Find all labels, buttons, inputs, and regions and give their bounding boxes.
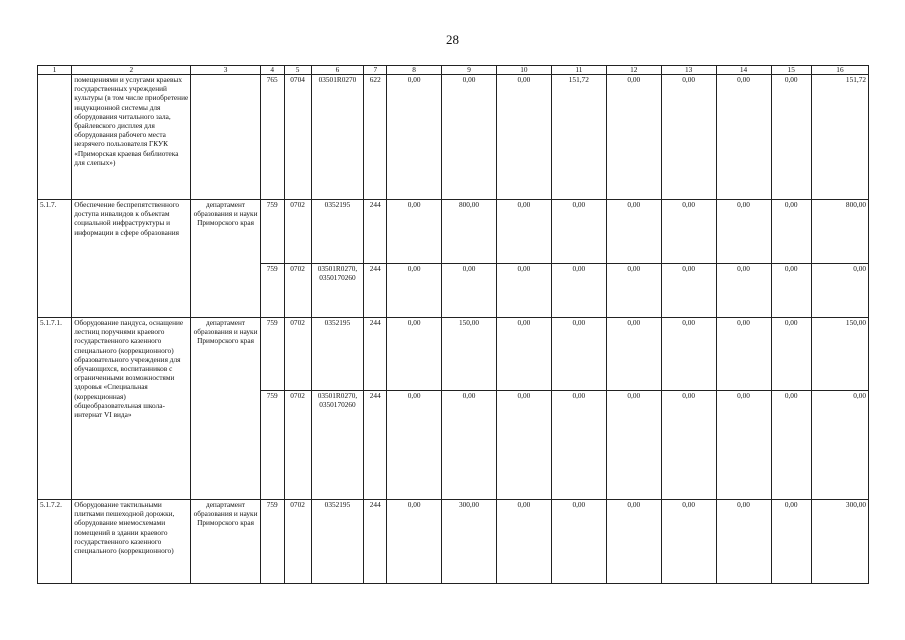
cell-c8: 0,00 (387, 264, 442, 318)
header-cell: 7 (364, 66, 387, 75)
cell-c13: 0,00 (661, 500, 716, 584)
row-number: 5.1.7. (38, 200, 72, 318)
cell-c11: 0,00 (551, 318, 606, 391)
cell-c10: 0,00 (496, 500, 551, 584)
cell-c14: 0,00 (716, 75, 771, 200)
cell-c11: 0,00 (551, 264, 606, 318)
cell-c6: 0352195 (311, 200, 364, 264)
cell-c8: 0,00 (387, 200, 442, 264)
table-row (38, 500, 869, 584)
row-description: Оборудование пандуса, оснащение лестниц поручнями краевого государственного казенного специального (коррекционного) образовательного учреждения для обучающихся, воспитанников с ограниченными возможностями здоровья «Специальная (коррекционная) общеобразовательная школа-интернат VI вида» (72, 318, 191, 500)
cell-c14: 0,00 (716, 391, 771, 500)
cell-c10: 0,00 (496, 200, 551, 264)
cell-c11: 0,00 (551, 500, 606, 584)
header-cell: 15 (771, 66, 811, 75)
cell-c12: 0,00 (606, 200, 661, 264)
header-row (38, 66, 869, 75)
row-number: 5.1.7.2. (38, 500, 72, 584)
cell-c4: 759 (260, 391, 284, 500)
cell-c13: 0,00 (661, 200, 716, 264)
cell-c5: 0702 (284, 264, 311, 318)
cell-c5: 0704 (284, 75, 311, 200)
cell-c10: 0,00 (496, 75, 551, 200)
header-cell: 14 (716, 66, 771, 75)
cell-c15: 0,00 (771, 500, 811, 584)
cell-c6: 03501R0270 (311, 75, 364, 200)
header-cell: 10 (496, 66, 551, 75)
header-cell: 4 (260, 66, 284, 75)
cell-c9: 0,00 (442, 264, 497, 318)
row-executor: департамент образования и науки Приморского края (191, 200, 260, 318)
cell-c13: 0,00 (661, 75, 716, 200)
cell-c12: 0,00 (606, 264, 661, 318)
cell-c8: 0,00 (387, 318, 442, 391)
header-cell: 11 (551, 66, 606, 75)
header-cell: 13 (661, 66, 716, 75)
cell-c15: 0,00 (771, 391, 811, 500)
cell-c12: 0,00 (606, 391, 661, 500)
cell-c16: 800,00 (811, 200, 868, 264)
cell-c7: 244 (364, 500, 387, 584)
cell-c9: 0,00 (442, 391, 497, 500)
cell-c14: 0,00 (716, 500, 771, 584)
cell-c14: 0,00 (716, 264, 771, 318)
cell-c9: 300,00 (442, 500, 497, 584)
cell-c15: 0,00 (771, 75, 811, 200)
cell-c15: 0,00 (771, 264, 811, 318)
cell-c4: 759 (260, 318, 284, 391)
cell-c12: 0,00 (606, 500, 661, 584)
row-executor (191, 75, 260, 200)
header-cell: 5 (284, 66, 311, 75)
header-cell: 8 (387, 66, 442, 75)
cell-c15: 0,00 (771, 200, 811, 264)
row-executor: департамент образования и науки Приморского края (191, 500, 260, 584)
cell-c7: 244 (364, 264, 387, 318)
cell-c12: 0,00 (606, 318, 661, 391)
row-number: 5.1.7.1. (38, 318, 72, 500)
cell-c5: 0702 (284, 500, 311, 584)
cell-c16: 300,00 (811, 500, 868, 584)
row-description: Оборудование тактильными плитками пешеходной дорожки, оборудование мнемосхемами помещений в здании краевого государственного казенного специального (коррекционного) (72, 500, 191, 584)
cell-c11: 0,00 (551, 391, 606, 500)
cell-c6: 03501R0270, 0350170260 (311, 264, 364, 318)
cell-c8: 0,00 (387, 500, 442, 584)
header-cell: 1 (38, 66, 72, 75)
cell-c11: 0,00 (551, 200, 606, 264)
cell-c16: 0,00 (811, 391, 868, 500)
cell-c15: 0,00 (771, 318, 811, 391)
table-row (38, 200, 869, 264)
cell-c6: 0352195 (311, 500, 364, 584)
cell-c16: 150,00 (811, 318, 868, 391)
cell-c10: 0,00 (496, 318, 551, 391)
budget-table (37, 65, 869, 584)
cell-c6: 0352195 (311, 318, 364, 391)
cell-c13: 0,00 (661, 264, 716, 318)
cell-c5: 0702 (284, 391, 311, 500)
cell-c6: 03501R0270, 0350170260 (311, 391, 364, 500)
cell-c11: 151,72 (551, 75, 606, 200)
cell-c14: 0,00 (716, 318, 771, 391)
cell-c9: 0,00 (442, 75, 497, 200)
header-cell: 9 (442, 66, 497, 75)
table-row-continuation (38, 75, 869, 200)
header-cell: 2 (72, 66, 191, 75)
cell-c7: 244 (364, 391, 387, 500)
table-row (38, 318, 869, 391)
cell-c13: 0,00 (661, 391, 716, 500)
header-cell: 3 (191, 66, 260, 75)
cell-c7: 622 (364, 75, 387, 200)
cell-c12: 0,00 (606, 75, 661, 200)
header-cell: 12 (606, 66, 661, 75)
cell-c10: 0,00 (496, 391, 551, 500)
cell-c4: 759 (260, 500, 284, 584)
cell-c7: 244 (364, 318, 387, 391)
cell-c9: 150,00 (442, 318, 497, 391)
row-executor: департамент образования и науки Приморского края (191, 318, 260, 500)
row-description: помещениями и услугами краевых государственных учреждений культуры (в том числе приобретение индукционной системы для оборудования читального зала, брайлевского дисплея для оборудования рабочего места незрячего пользователя ГКУК «Приморская краевая библиотека для слепых») (72, 75, 191, 200)
cell-c8: 0,00 (387, 75, 442, 200)
cell-c16: 151,72 (811, 75, 868, 200)
cell-c13: 0,00 (661, 318, 716, 391)
cell-c9: 800,00 (442, 200, 497, 264)
cell-c16: 0,00 (811, 264, 868, 318)
cell-c4: 765 (260, 75, 284, 200)
row-description: Обеспечение беспрепятственного доступа инвалидов к объектам социальной инфраструктуры и информации в сфере образования (72, 200, 191, 318)
cell-c8: 0,00 (387, 391, 442, 500)
header-cell: 16 (811, 66, 868, 75)
cell-c14: 0,00 (716, 200, 771, 264)
page-number: 28 (446, 32, 459, 47)
row-number (38, 75, 72, 200)
header-cell: 6 (311, 66, 364, 75)
cell-c5: 0702 (284, 318, 311, 391)
cell-c5: 0702 (284, 200, 311, 264)
cell-c7: 244 (364, 200, 387, 264)
cell-c4: 759 (260, 264, 284, 318)
cell-c10: 0,00 (496, 264, 551, 318)
cell-c4: 759 (260, 200, 284, 264)
